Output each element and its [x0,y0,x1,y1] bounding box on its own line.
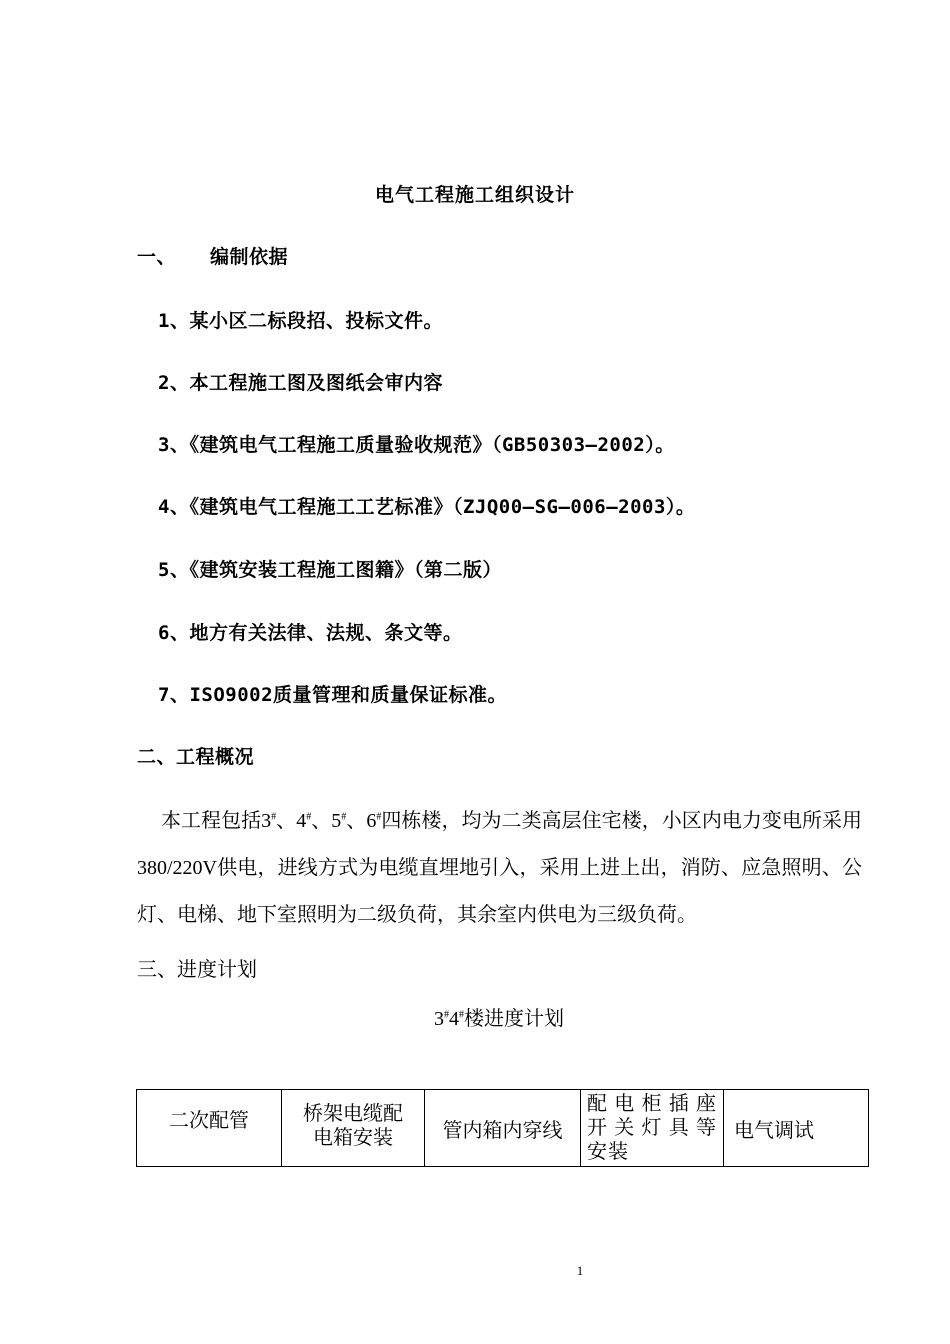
basis-item-1: 1、某小区二标段招、投标文件。 [158,310,443,332]
section1-heading [137,242,288,269]
section1-title: 编制依据 [210,246,289,268]
basis-item-7: 7、ISO9002质量管理和质量保证标准。 [158,684,508,706]
table-cell-tray-cable-box: 桥架电缆配 电箱安装 [282,1090,425,1167]
basis-item-5: 5、《建筑安装工程施工图籍》（第二版） [158,559,502,581]
schedule-table [136,1089,869,1167]
basis-item-6: 6、地方有关法律、法规、条文等。 [158,622,463,644]
table-cell-cabinet-fixtures: 配电柜插座 开关灯具等 安装 [581,1090,724,1167]
project-overview-paragraph: 本工程包括3#、4#、5#、6#四栋楼，均为二类高层住宅楼，小区内电力变电所采用380/220V供电，进线方式为电缆直埋地引入，采用上进上出，消防、应急照明、公灯、电梯、地下室照明为二级负荷，其余室内供电为三级负荷。 [137,810,863,926]
basis-item-2: 2、本工程施工图及图纸会审内容 [158,372,443,394]
section3-heading: 三、进度计划 [137,959,257,981]
table-row [137,1090,869,1167]
document-title: 电气工程施工组织设计 [374,184,575,206]
basis-item-3: 3、《建筑电气工程施工质量验收规范》（GB50303—2002）。 [158,434,675,456]
table-cell-commissioning: 电气调试 [724,1090,869,1167]
section2-heading: 二、工程概况 [137,746,255,768]
basis-item-4: 4、《建筑电气工程施工工艺标准》（ZJQ00—SG—006—2003）。 [158,496,696,518]
page-number: 1 [576,1263,584,1278]
schedule-subtitle: 3#4#楼进度计划 [434,1008,564,1030]
section1-number: 一、 [137,246,177,268]
table-cell-secondary-piping: 二次配管 [137,1090,282,1167]
table-cell-wiring: 管内箱内穿线 [425,1090,581,1167]
